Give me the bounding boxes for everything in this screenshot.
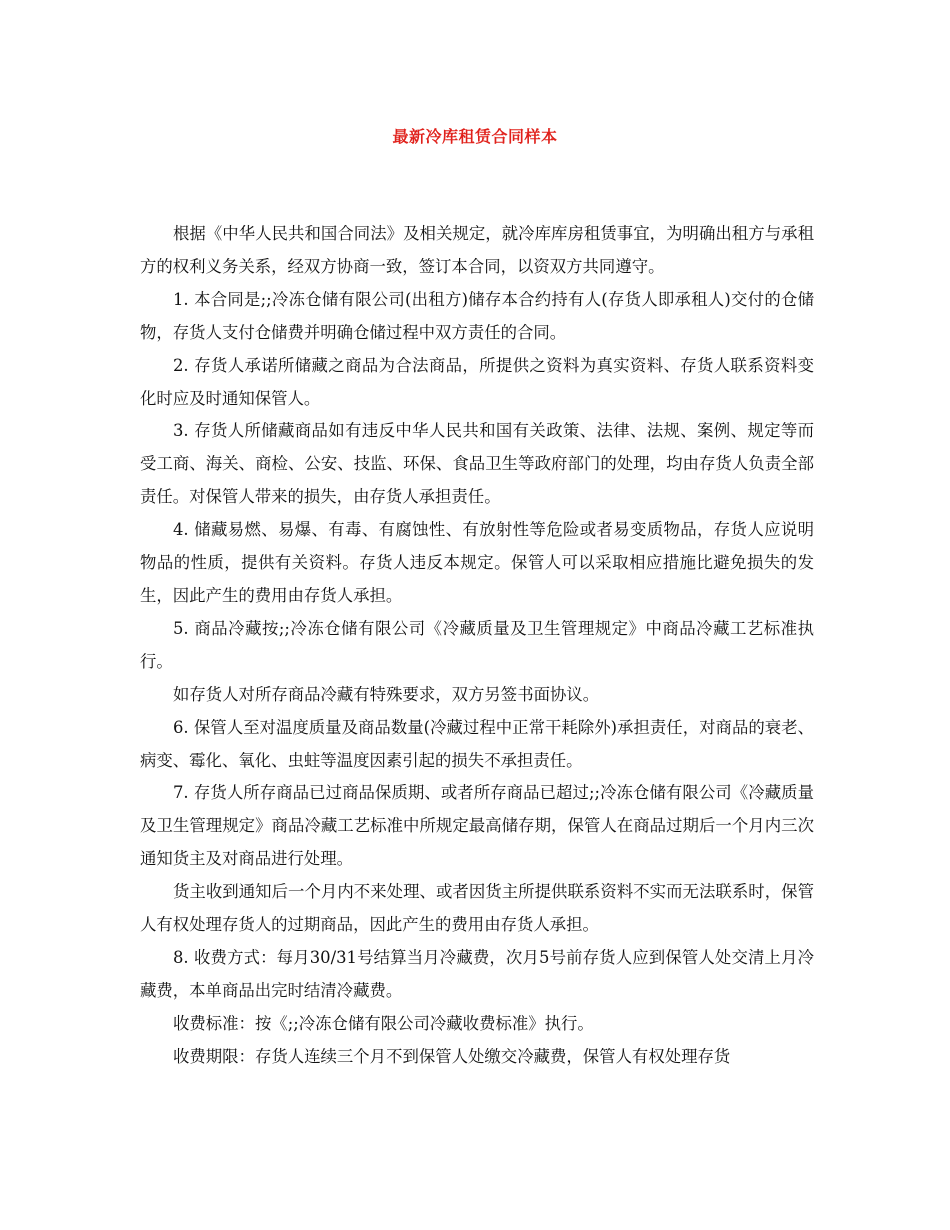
paragraph: 货主收到通知后一个月内不来处理、或者因货主所提供联系资料不实而无法联系时，保管人有权处理存货人的过期商品，因此产生的费用由存货人承担。 xyxy=(140,882,814,935)
paragraph: 收费期限：存货人连续三个月不到保管人处缴交冷藏费，保管人有权处理存货 xyxy=(173,1046,731,1066)
document-title: 最新冷库租赁合同样本 xyxy=(392,127,558,146)
paragraph: 3. 存货人所储藏商品如有违反中华人民共和国有关政策、法律、法规、案例、规定等而受工商、海关、商检、公安、技监、环保、食品卫生等政府部门的处理，均由存货人负责全部责任。对保管人带来的损失，由存货人承担责任。 xyxy=(140,421,814,507)
paragraph: 8. 收费方式：每月30/31号结算当月冷藏费，次月5号前存货人应到保管人处交清上月冷藏费，本单商品出完时结清冷藏费。 xyxy=(140,947,814,1000)
paragraph: 2. 存货人承诺所储藏之商品为合法商品，所提供之资料为真实资料、存货人联系资料变化时应及时通知保管人。 xyxy=(140,355,814,408)
paragraph: 如存货人对所存商品冷藏有特殊要求，双方另签书面协议。 xyxy=(173,684,600,704)
document-body xyxy=(140,218,814,1074)
paragraph: 根据《中华人民共和国合同法》及相关规定，就冷库库房租赁事宜，为明确出租方与承租方的权利义务关系，经双方协商一致，签订本合同，以资双方共同遵守。 xyxy=(140,224,814,276)
paragraph: 5. 商品冷藏按;;冷冻仓储有限公司《冷藏质量及卫生管理规定》中商品冷藏工艺标准执行。 xyxy=(140,618,814,671)
paragraph: 1. 本合同是;;冷冻仓储有限公司(出租方)储存本合约持有人(存货人即承租人)交付的仓储物，存货人支付仓储费并明确仓储过程中双方责任的合同。 xyxy=(140,289,814,342)
paragraph: 收费标准：按《;;冷冻仓储有限公司冷藏收费标准》执行。 xyxy=(173,1013,594,1033)
paragraph: 7. 存货人所存商品已过商品保质期、或者所存商品已超过;;冷冻仓储有限公司《冷藏质量及卫生管理规定》商品冷藏工艺标准中所规定最高储存期，保管人在商品过期后一个月内三次通知货主及对商品进行处理。 xyxy=(140,783,814,869)
paragraph: 6. 保管人至对温度质量及商品数量(冷藏过程中正常干耗除外)承担责任，对商品的衰老、病变、霉化、氧化、虫蛀等温度因素引起的损失不承担责任。 xyxy=(140,717,814,770)
paragraph: 4. 储藏易燃、易爆、有毒、有腐蚀性、有放射性等危险或者易变质物品，存货人应说明物品的性质，提供有关资料。存货人违反本规定。保管人可以采取相应措施比避免损失的发生，因此产生的费用由存货人承担。 xyxy=(140,520,814,605)
